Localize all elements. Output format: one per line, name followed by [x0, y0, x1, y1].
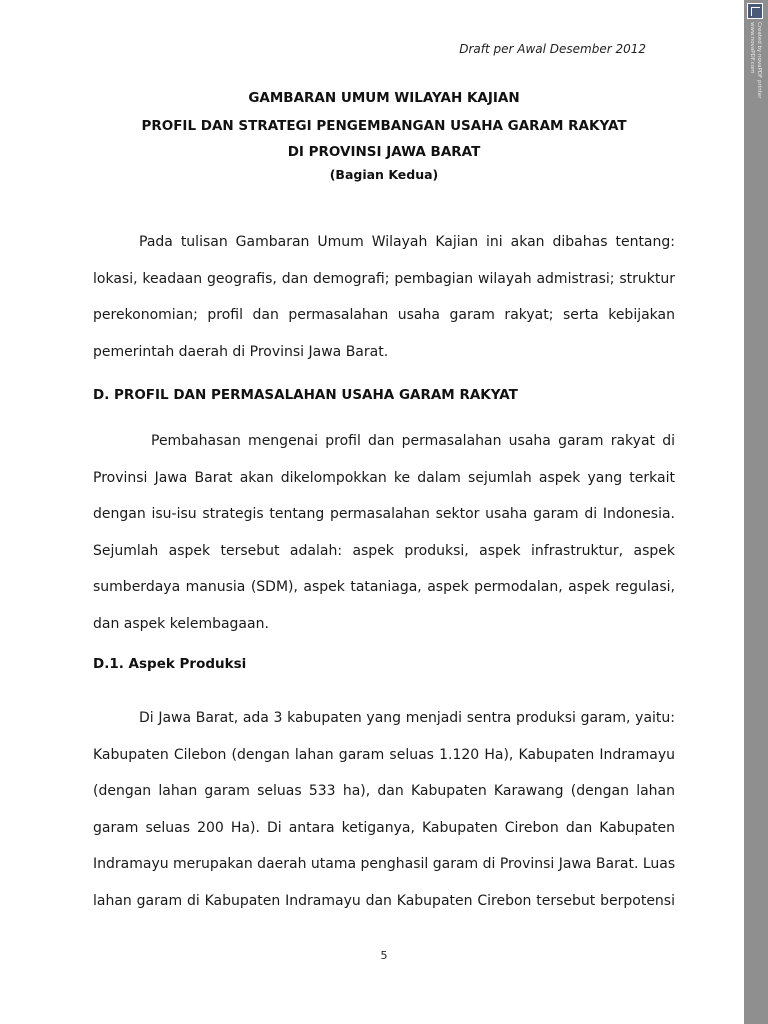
section-d1-paragraph	[93, 700, 675, 919]
section-d1-line: Kabupaten Cilebon (dengan lahan garam seluas 1.120 Ha), Kabupaten Indramayu	[93, 746, 675, 763]
section-d-line: dengan isu-isu strategis tentang permasalahan sektor usaha garam di Indonesia.	[93, 506, 675, 522]
printer-watermark: Created by novaPDF printer www.novaPDF.com	[749, 22, 762, 99]
intro-line: pemerintah daerah di Provinsi Jawa Barat.	[93, 343, 389, 360]
title-line-2: PROFIL DAN STRATEGI PENGEMBANGAN USAHA GARAM RAKYAT	[141, 118, 627, 134]
section-d-paragraph	[93, 423, 675, 642]
section-d1-heading: D.1. Aspek Produksi	[93, 656, 247, 672]
section-d-line: Provinsi Jawa Barat akan dikelompokkan ke dalam sejumlah aspek yang terkait	[93, 469, 675, 486]
section-d-line: Sejumlah aspek tersebut adalah: aspek produksi, aspek infrastruktur, aspek	[93, 542, 675, 559]
pdf-printer-logo-icon	[747, 3, 763, 19]
page-number: 5	[380, 949, 388, 962]
section-d1-line: Indramayu merupakan daerah utama penghasil garam di Provinsi Jawa Barat. Luas	[93, 856, 676, 872]
intro-line: perekonomian; profil dan permasalahan usaha garam rakyat; serta kebijakan	[93, 307, 675, 323]
section-d-heading: D. PROFIL DAN PERMASALAHAN USAHA GARAM RAKYAT	[93, 387, 518, 403]
section-d1-line: lahan garam di Kabupaten Indramayu dan Kabupaten Cirebon tersebut berpotensi	[93, 892, 675, 909]
title-subtitle: (Bagian Kedua)	[329, 167, 439, 182]
intro-line: lokasi, keadaan geografis, dan demografi; pembagian wilayah admistrasi; struktur	[93, 270, 675, 287]
section-d-line: sumberdaya manusia (SDM), aspek tataniaga, aspek permodalan, aspek regulasi,	[93, 579, 675, 595]
section-d-line: Pembahasan mengenai profil dan permasalahan usaha garam rakyat di	[151, 433, 675, 449]
viewer-sidebar	[744, 0, 768, 1024]
draft-note: Draft per Awal Desember 2012	[459, 42, 646, 56]
intro-line: Pada tulisan Gambaran Umum Wilayah Kajian ini akan dibahas tentang:	[139, 234, 675, 250]
section-d1-line: garam seluas 200 Ha). Di antara ketiganya, Kabupaten Cirebon dan Kabupaten	[93, 819, 675, 836]
intro-paragraph	[93, 224, 675, 370]
title-line-3: DI PROVINSI JAWA BARAT	[287, 144, 481, 160]
section-d-line: dan aspek kelembagaan.	[93, 615, 269, 632]
title-line-1: GAMBARAN UMUM WILAYAH KAJIAN	[248, 90, 520, 106]
section-d1-line: Di Jawa Barat, ada 3 kabupaten yang menjadi sentra produksi garam, yaitu:	[139, 710, 675, 726]
section-d1-line: (dengan lahan garam seluas 533 ha), dan Kabupaten Karawang (dengan lahan	[93, 783, 675, 799]
